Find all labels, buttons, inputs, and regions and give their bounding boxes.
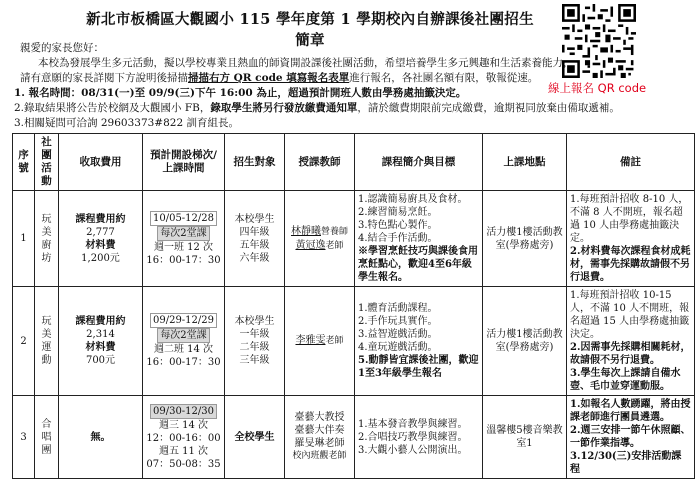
hours: 12：00-16：00 bbox=[146, 432, 221, 444]
row-notes bbox=[567, 287, 695, 396]
teacher-suffix: 老師 bbox=[325, 240, 344, 251]
material-label: 材料費 bbox=[85, 342, 116, 353]
teacher-suffix: 老師 bbox=[325, 336, 344, 346]
content-line: 2.練習簡易烹飪。 bbox=[358, 207, 438, 218]
teacher-name: 林靜曦 bbox=[290, 225, 321, 237]
club-table bbox=[12, 133, 695, 479]
item-2a: 2.錄取結果將公告於校網及大觀國小 FB， bbox=[14, 102, 211, 114]
page-title: 新北市板橋區大觀國小 115 學年度第 1 學期校內自辦課後社團招生簡章 bbox=[86, 11, 534, 49]
content-line: 1.體育活動課程。 bbox=[358, 303, 438, 314]
table-row bbox=[13, 191, 695, 287]
weekday: 週五 11 次 bbox=[158, 445, 209, 457]
row-target bbox=[225, 287, 285, 396]
row-content bbox=[355, 287, 483, 396]
note-line: 1.如報名人數踴躍，將由授課老師進行團員遴選。 bbox=[570, 399, 691, 423]
date-range: 09/29-12/29 bbox=[150, 313, 217, 328]
row-club: 合唱團 bbox=[35, 396, 59, 479]
row-content bbox=[355, 191, 483, 287]
teacher-name: 黃冠逸 bbox=[295, 239, 326, 251]
row-teacher bbox=[285, 396, 355, 479]
row-club: 玩美廚坊 bbox=[35, 191, 59, 287]
header-seq: 序號 bbox=[13, 134, 35, 191]
grade: 五年級 bbox=[239, 239, 270, 251]
grade: 三年級 bbox=[239, 355, 270, 366]
row-target: 全校學生 bbox=[225, 396, 285, 479]
content-line: 5.動靜皆宜課後社團，歡迎1至3年級學生報名 bbox=[358, 355, 479, 379]
row-seq: 2 bbox=[13, 287, 35, 396]
content-line: ※學習烹飪技巧與課後食用烹飪點心，歡迎4至6年級學生報名。 bbox=[358, 246, 478, 283]
row-place: 溫馨樓5樓音樂教室1 bbox=[483, 396, 567, 479]
item-2 bbox=[14, 101, 620, 116]
material-label: 材料費 bbox=[85, 239, 116, 251]
row-time bbox=[143, 396, 225, 479]
content-line: 1.認識簡易廚具及食材。 bbox=[358, 194, 468, 205]
session-tag: 每次2堂課 bbox=[157, 226, 209, 241]
item-1: 1. 報名時間：08/31(一)至 09/9(三)下午 16:00 為止，超過預計開班人數由學務處抽籤決定。 bbox=[14, 87, 467, 99]
note-line: 1.每班預計招收 8-10 人，不滿 8 人不開班，報名超過 10 人由學務處抽籤決定。 bbox=[570, 194, 689, 244]
hours: 16：00-17：30 bbox=[146, 357, 221, 368]
row-seq: 1 bbox=[13, 191, 35, 287]
content-line: 4.童玩遊戲活動。 bbox=[358, 342, 438, 353]
row-place: 活力樓1樓活動教室(學務處旁) bbox=[483, 191, 567, 287]
header-time: 預計開設梯次/上課時間 bbox=[143, 134, 225, 191]
row-teacher bbox=[285, 191, 355, 287]
weekday: 週一班 12 次 bbox=[153, 241, 214, 253]
header-notes: 備註 bbox=[567, 134, 695, 191]
grade: 四年級 bbox=[239, 226, 270, 238]
content-line: 3.特色點心製作。 bbox=[358, 220, 438, 231]
fee-label: 課程費用約 bbox=[75, 316, 126, 327]
teacher-suffix: 營養師 bbox=[320, 226, 348, 237]
row-time bbox=[143, 287, 225, 396]
note-line: 2.週三安排一節午休照顧、一節作業指導。 bbox=[570, 425, 691, 449]
material-amount: 1,200元 bbox=[81, 252, 120, 264]
header-content: 課程簡介與目標 bbox=[355, 134, 483, 191]
row-notes bbox=[567, 191, 695, 287]
header-club: 社團活動 bbox=[35, 134, 59, 191]
greeting: 親愛的家長您好： bbox=[20, 42, 104, 54]
grade: 六年級 bbox=[239, 252, 270, 264]
intro-line-2b: 掃描右方 QR code 填寫報名表單 bbox=[188, 72, 350, 84]
fee-amount: 2,314 bbox=[86, 329, 115, 340]
header-place: 上課地點 bbox=[483, 134, 567, 191]
row-fee bbox=[59, 191, 143, 287]
hours: 07：50-08：35 bbox=[146, 458, 221, 470]
content-line: 1.基本發音教學與練習。 bbox=[358, 418, 468, 430]
grade: 一年級 bbox=[239, 329, 270, 340]
intro-line-2 bbox=[20, 71, 538, 86]
item-3: 3.相關疑問可洽詢 29603373#822 訓育組長。 bbox=[14, 117, 239, 129]
note-line: 2.材料費每次課程食材成耗材，需事先採購故請假不另行退費。 bbox=[570, 246, 691, 283]
weekday: 週二班 14 次 bbox=[153, 344, 214, 355]
session-tag: 每次2堂課 bbox=[157, 328, 209, 343]
row-notes bbox=[567, 396, 695, 479]
weekday: 週三 14 次 bbox=[158, 419, 209, 431]
hours: 16：00-17：30 bbox=[146, 254, 221, 266]
note-line: 1.每班預計招收 10-15 人，不滿 10 人不開班，報名超過 15 人由學務處抽籤決定。 bbox=[570, 290, 690, 340]
note-line: 2.因需事先採購相關耗材，故請假不另行退費。 bbox=[570, 342, 691, 366]
fee-label: 課程費用約 bbox=[75, 213, 126, 225]
row-time bbox=[143, 191, 225, 287]
teacher-name: 李雅雯 bbox=[295, 335, 326, 346]
row-target bbox=[225, 191, 285, 287]
header-teacher: 授課教師 bbox=[285, 134, 355, 191]
material-amount: 700元 bbox=[85, 355, 116, 366]
row-place: 活力樓1樓活動教室(學務處旁) bbox=[483, 287, 567, 396]
teacher-name: 臺藝大伴奏 bbox=[294, 425, 345, 436]
table-row bbox=[13, 396, 695, 479]
intro-line-1: 本校為發展學生多元活動，擬以學校專業且熱血的師資開設課後社團活動，希望培養學生多元興趣和生活素養能力， bbox=[38, 57, 574, 69]
header-fee: 收取費用 bbox=[59, 134, 143, 191]
content-line: 2.手作玩具實作。 bbox=[358, 316, 438, 327]
table-header-row bbox=[13, 134, 695, 191]
teacher-name: 臺藝大教授 bbox=[294, 412, 345, 423]
row-fee: 無。 bbox=[59, 396, 143, 479]
item-2b: 錄取學生將另行發放繳費通知單 bbox=[210, 102, 358, 114]
item-2c: ，請於繳費期限前完成繳費，逾期視同放棄由備取遞補。 bbox=[357, 102, 620, 114]
date-range: 10/05-12/28 bbox=[150, 211, 217, 226]
content-line: 2.合唱技巧教學與練習。 bbox=[358, 431, 468, 443]
row-teacher bbox=[285, 287, 355, 396]
target-title: 本校學生 bbox=[234, 213, 275, 225]
row-seq: 3 bbox=[13, 396, 35, 479]
table-row bbox=[13, 287, 695, 396]
row-fee bbox=[59, 287, 143, 396]
note-line: 3.12/30(三)安排活動課程 bbox=[570, 451, 682, 475]
qr-caption: 線上報名 QR code bbox=[548, 81, 647, 95]
row-club: 玩美運動 bbox=[35, 287, 59, 396]
content-line: 4.結合手作活動。 bbox=[358, 233, 438, 244]
content-line: 3.益智遊戲活動。 bbox=[358, 329, 438, 340]
content-line: 3.大觀小藝人公開演出。 bbox=[358, 444, 468, 456]
note-line: 3.學生每次上課請自備水壺、毛巾並穿運動服。 bbox=[570, 368, 681, 392]
row-content bbox=[355, 396, 483, 479]
target-title: 本校學生 bbox=[234, 316, 275, 327]
grade: 二年級 bbox=[239, 342, 270, 353]
intro-line-2a: 請有意願的家長詳閱下方說明後掃描 bbox=[20, 72, 188, 84]
teacher-name: 羅旻琳老師 bbox=[294, 438, 345, 449]
teacher-name: 校內班觀老師 bbox=[292, 451, 347, 461]
date-range: 09/30-12/30 bbox=[150, 404, 217, 419]
header-target: 招生對象 bbox=[225, 134, 285, 191]
fee-amount: 2,777 bbox=[86, 226, 115, 238]
intro-line-2c: 進行報名，各社團名額有限，敬報從速。 bbox=[349, 72, 539, 84]
